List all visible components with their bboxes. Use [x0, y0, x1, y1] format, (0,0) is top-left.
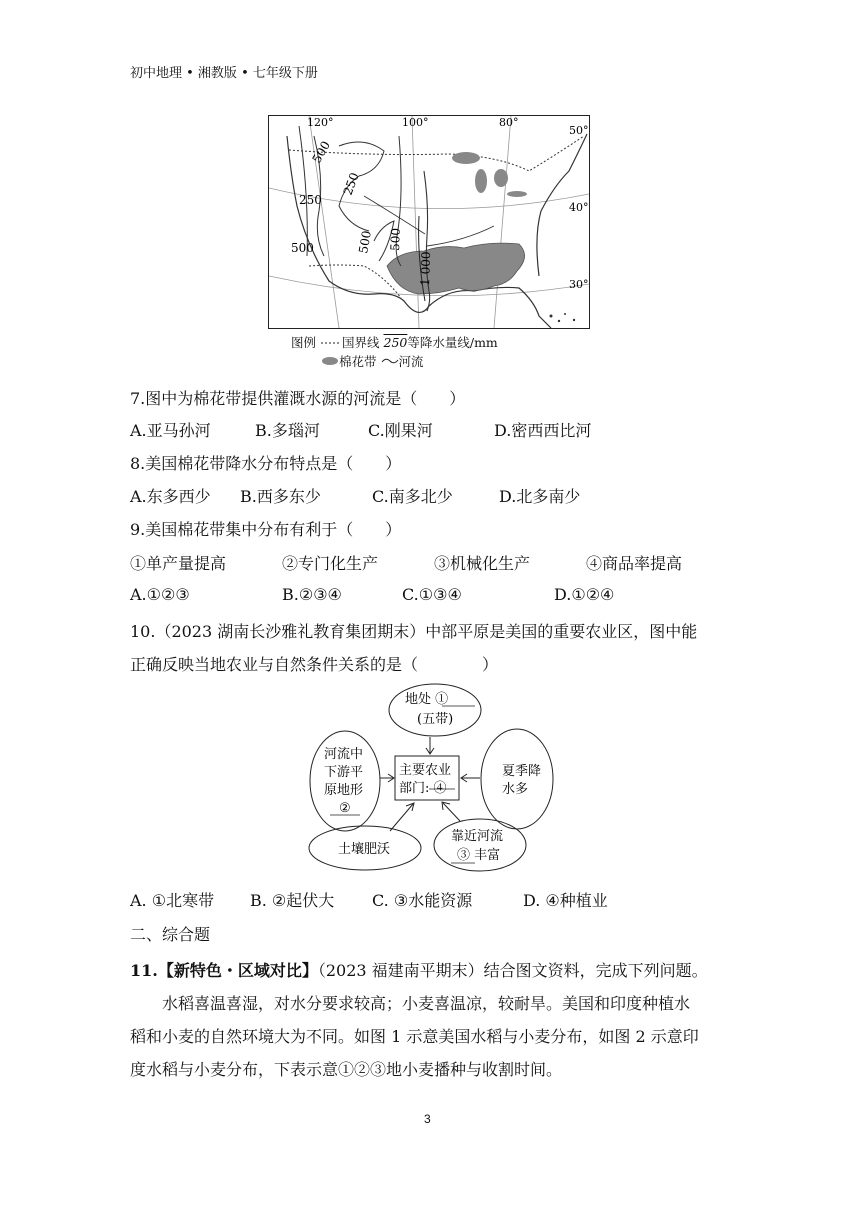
legend-cotton: 棉花带 [339, 354, 377, 369]
isohyet-label: 1 000 [418, 251, 434, 287]
q10-option-d: D. ④种植业 [523, 891, 608, 910]
cotton-belt-area [387, 243, 525, 294]
diagram-center-line1: 主要农业 [399, 763, 452, 778]
river-symbol [381, 356, 399, 366]
q8-stem: 8.美国棉花带降水分布特点是（ ） [130, 454, 402, 473]
q10-option-c: C. ③水能资源 [372, 891, 473, 910]
diagram-left-line1: 河流中 [324, 747, 364, 762]
latitude-label: 40° [569, 201, 589, 214]
q9-item-1: ①单产量提高 [130, 554, 227, 573]
diagram-bottom-right-line1: 靠近河流 [451, 829, 504, 844]
diagram-top-line2: (五带) [417, 712, 454, 727]
latitude-label: 30° [569, 278, 589, 291]
q11-passage-line1: 水稻喜温喜湿，对水分要求较高；小麦喜温凉，较耐旱。美国和印度种植水 [162, 994, 691, 1013]
map-legend [291, 333, 498, 371]
q8-option-b: B.西多东少 [240, 487, 321, 506]
q7-option-b: B.多瑙河 [255, 421, 320, 440]
diagram-bottom-left: 土壤肥沃 [338, 842, 391, 857]
q11-passage-line3: 度水稻与小麦分布，下表示意①②③地小麦播种与收割时间。 [130, 1060, 563, 1079]
cotton-symbol [321, 356, 339, 366]
q9-item-4: ④商品率提高 [586, 554, 683, 573]
border-north [289, 136, 584, 171]
q7-stem: 7.图中为棉花带提供灌溉水源的河流是（ ） [130, 389, 466, 408]
lake-huron [494, 169, 508, 187]
diagram-bottom-right-line2: ③ 丰富 [457, 848, 501, 863]
legend-isohyet-sample: 250 [383, 335, 408, 350]
us-cotton-belt-map [268, 115, 590, 329]
diagram-right-line2: 水多 [502, 782, 529, 797]
meridian-80 [494, 116, 511, 328]
q7-option-c: C.刚果河 [368, 421, 433, 440]
isohyet-label: 500 [309, 138, 334, 166]
q8-option-d: D.北多南少 [499, 487, 581, 506]
legend-prefix: 图例 [291, 335, 317, 350]
q11-passage-line2: 稻和小麦的自然环境大为不同。如图 1 示意美国水稻与小麦分布，如图 2 示意印 [130, 1027, 699, 1046]
legend-isohyet: 等降水量线/mm [407, 335, 498, 350]
q8-option-a: A.东多西少 [130, 487, 211, 506]
q11-tag: 11.【新特色・区域对比】 [130, 961, 318, 980]
q9-item-3: ③机械化生产 [434, 554, 531, 573]
section-heading: 二、综合题 [130, 925, 211, 944]
diagram-drawing [305, 683, 555, 883]
latitude-label: 50° [569, 124, 589, 137]
diagram-top-line1: 地处 ① [405, 692, 449, 707]
longitude-label: 120° [307, 116, 334, 129]
legend-border: 国界线 [342, 335, 380, 350]
isohyet-label: 500 [291, 241, 314, 255]
longitude-label: 100° [402, 116, 429, 129]
q9-option-a: A.①②③ [130, 585, 190, 604]
legend-row-2 [291, 352, 498, 371]
agriculture-conditions-diagram [305, 683, 555, 883]
ohio-river [427, 226, 494, 246]
diagram-left-line3: 原地形 [324, 783, 364, 798]
q7-option-a: A.亚马孙河 [130, 421, 211, 440]
legend-row-1 [291, 333, 498, 352]
border-symbol [320, 339, 342, 347]
lake-michigan [475, 169, 487, 193]
q9-stem: 9.美国棉花带集中分布有利于（ ） [130, 520, 402, 539]
isohyet-label: 250 [340, 170, 362, 198]
q11-source: （2023 福建南平期末）结合图文资料，完成下列问题。 [317, 961, 708, 980]
q11-stem [130, 958, 708, 981]
q9-option-d: D.①②④ [554, 585, 615, 604]
q11-passage [130, 987, 740, 1086]
lake-superior [452, 152, 480, 164]
isohyet-label: 500 [388, 227, 403, 252]
isohyet-label: 500 [356, 229, 374, 255]
isohyet-label: 250 [299, 193, 322, 207]
diagram-right-line1: 夏季降 [502, 764, 542, 779]
diagram-center-line2: 部门: ④ [399, 781, 447, 796]
legend-river: 河流 [398, 354, 424, 369]
running-header: 初中地理 • 湘教版 • 七年级下册 [130, 66, 318, 81]
q8-option-c: C.南多北少 [372, 487, 453, 506]
map-drawing [269, 116, 589, 328]
meridian-100 [412, 116, 419, 328]
q10-stem-line1: 10.（2023 湖南长沙雅礼教育集团期末）中部平原是美国的重要农业区，图中能 [130, 622, 698, 641]
diagram-left-line2: 下游平 [324, 765, 364, 780]
q10-option-a: A. ①北寒带 [130, 891, 215, 910]
q9-item-2: ②专门化生产 [282, 554, 379, 573]
longitude-label: 80° [499, 116, 519, 129]
page-number: 3 [424, 1112, 431, 1126]
q9-option-c: C.①③④ [402, 585, 462, 604]
q7-option-d: D.密西西比河 [494, 421, 592, 440]
diagram-left-line4: ② [339, 801, 351, 816]
lake-erie [507, 191, 527, 197]
q10-option-b: B. ②起伏大 [250, 891, 335, 910]
q9-option-b: B.②③④ [282, 585, 342, 604]
coastline [287, 134, 587, 328]
q10-stem-line2: 正确反映当地农业与自然条件关系的是（ ） [130, 655, 499, 674]
